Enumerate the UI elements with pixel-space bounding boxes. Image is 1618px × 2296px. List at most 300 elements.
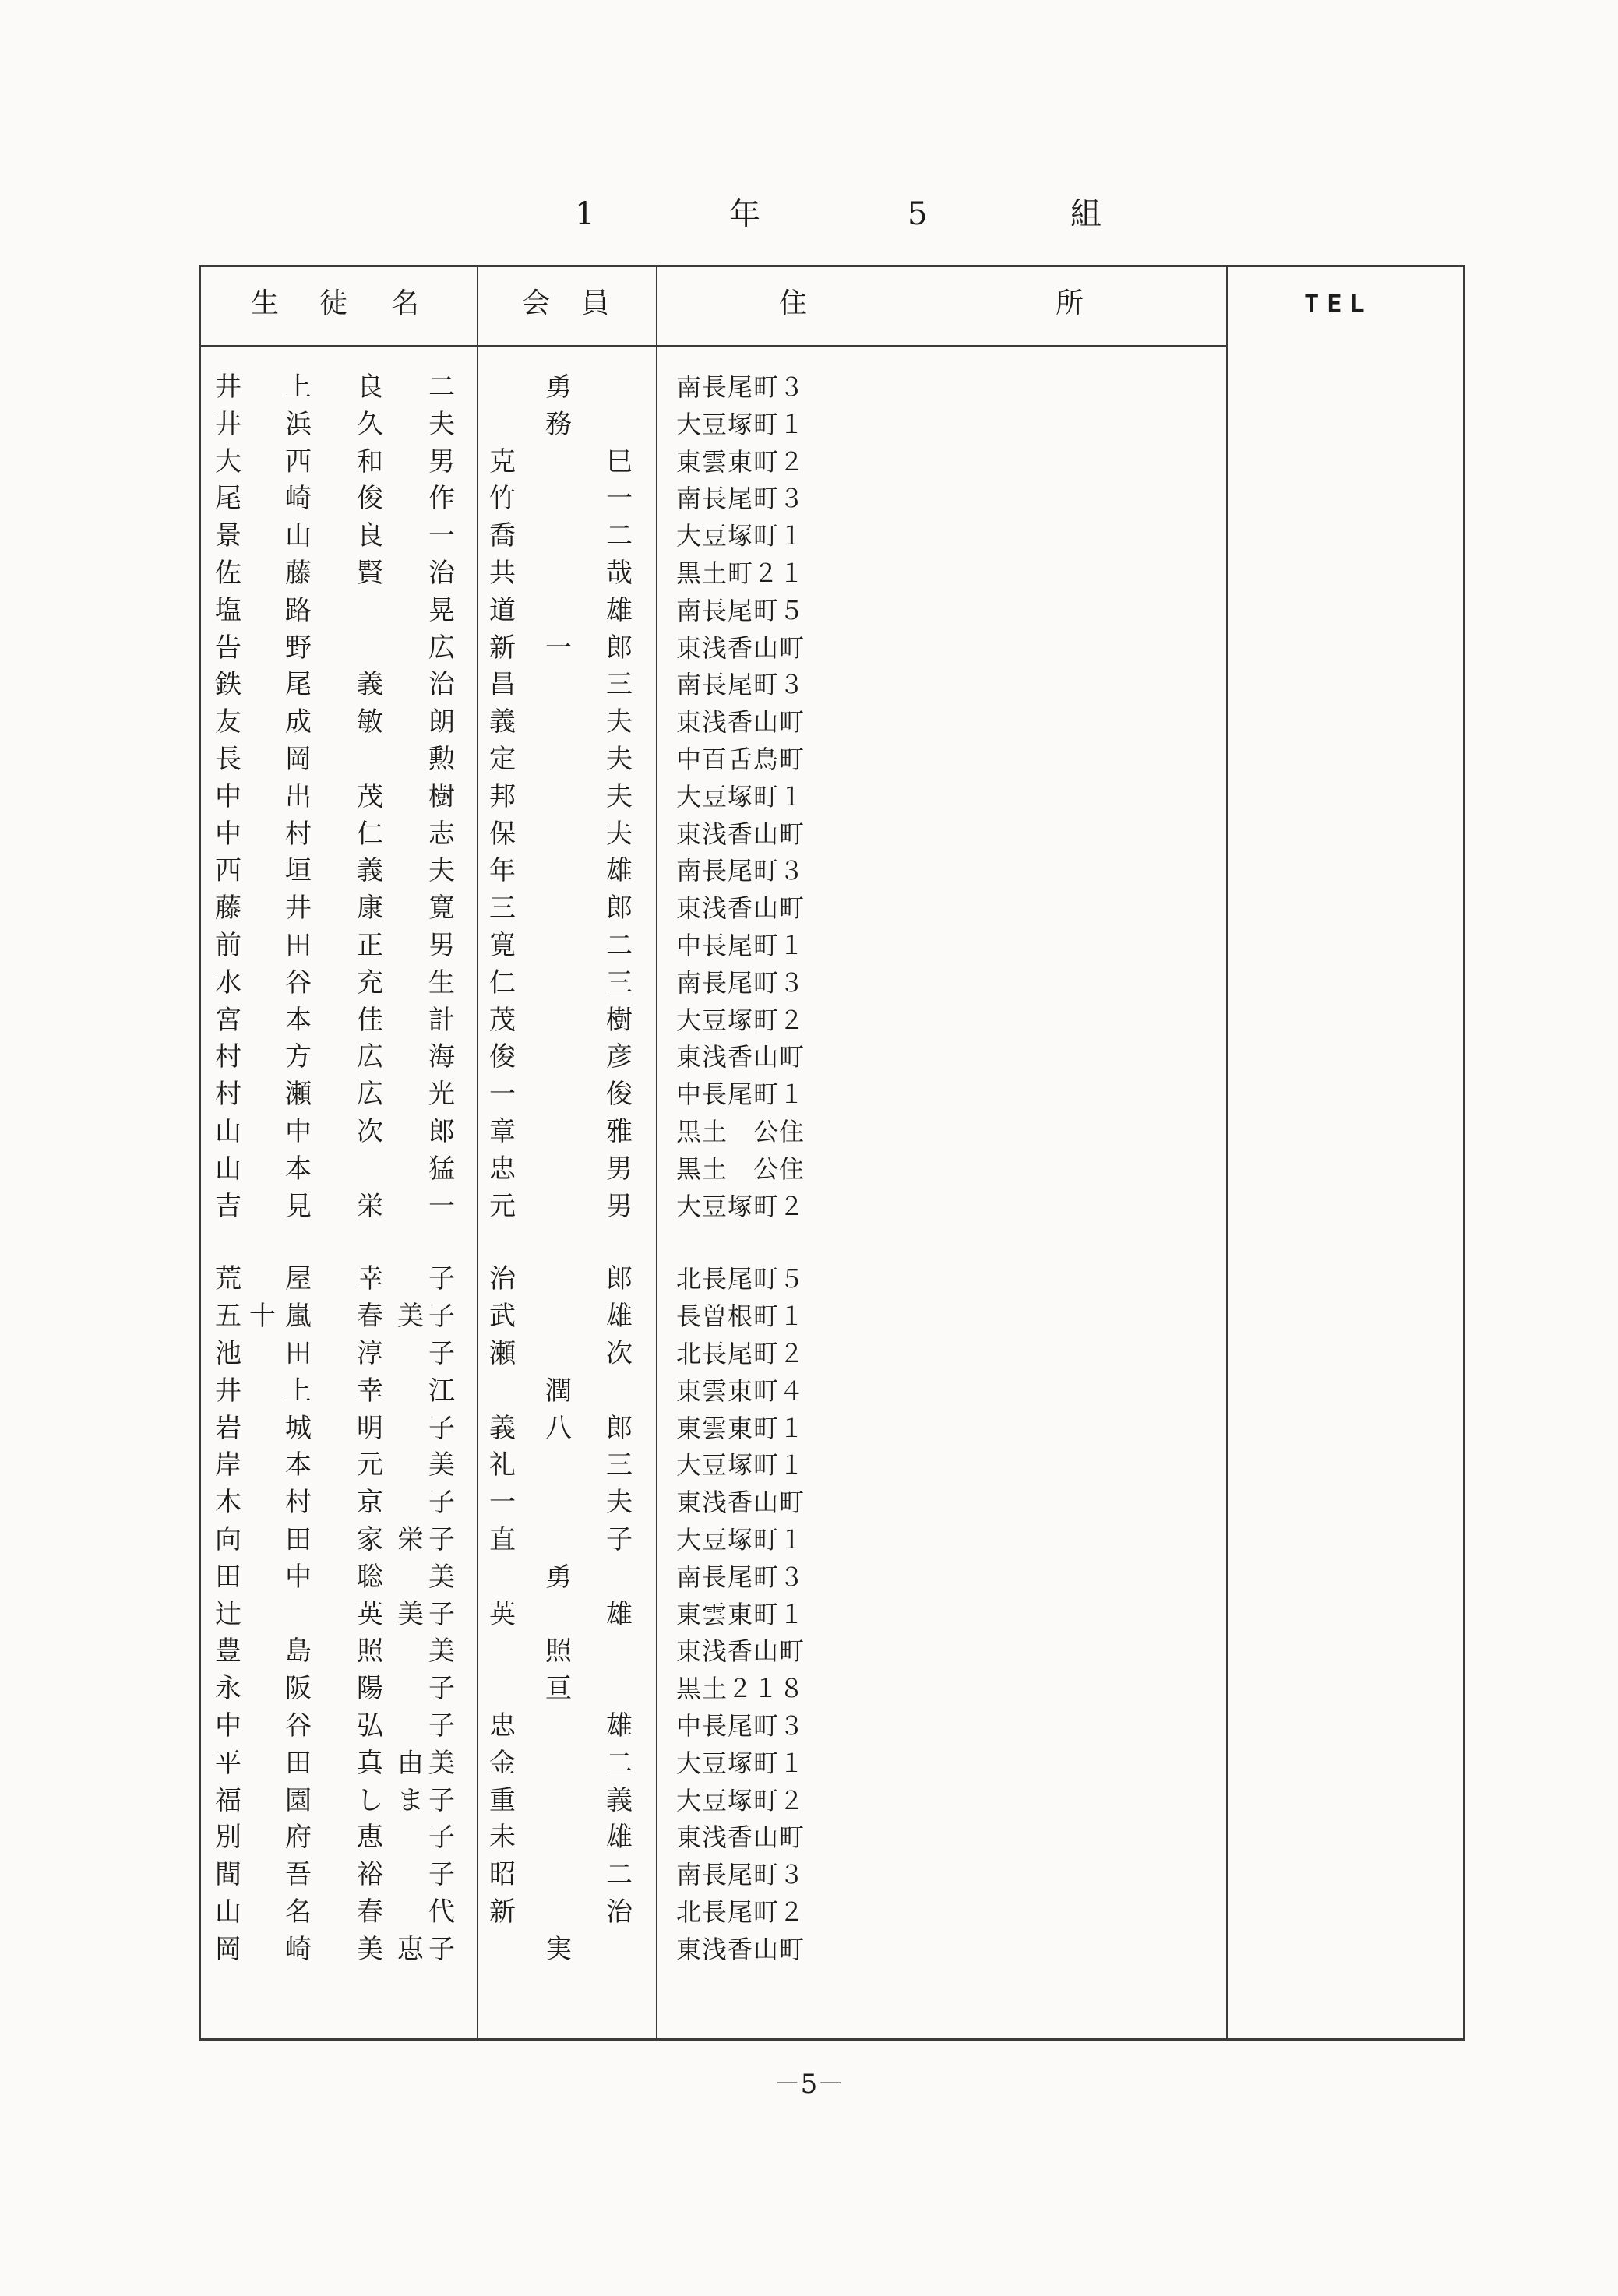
student-name-char: 広	[428, 632, 455, 664]
address-text: 大豆塚町２	[676, 1005, 805, 1035]
table-row	[201, 741, 1226, 778]
member-name-char: 直	[489, 1524, 516, 1555]
student-name-char: 宮	[215, 1004, 241, 1036]
table-row	[201, 1372, 1226, 1410]
table-row	[201, 1484, 1226, 1521]
member-name-char: 郎	[606, 632, 633, 664]
student-name-char: 見	[285, 1190, 312, 1222]
member-name-char: 義	[489, 1412, 516, 1444]
student-name-char: 田	[215, 1561, 241, 1593]
student-name-char: 良	[357, 520, 383, 552]
member-name-char: 共	[489, 558, 516, 589]
address-text: 中長尾町１	[676, 1079, 805, 1110]
member-name-char: 夫	[606, 744, 633, 775]
table-row	[201, 406, 1226, 443]
address-text: 東浅香山町	[676, 1822, 805, 1853]
member-name-char: 未	[489, 1822, 516, 1854]
student-name-char: 出	[285, 780, 312, 812]
student-name-char: 美	[397, 1301, 424, 1333]
member-name-char: 男	[606, 1153, 633, 1185]
table-row	[201, 1002, 1226, 1039]
student-name-char: 子	[428, 1859, 455, 1891]
student-name-char: 春	[357, 1301, 383, 1333]
address-text: 中長尾町３	[676, 1711, 805, 1741]
student-name-char: 茂	[357, 780, 383, 812]
member-name-char: 忠	[489, 1710, 516, 1741]
student-name-char: 子	[428, 1301, 455, 1333]
student-name-char: 島	[285, 1636, 312, 1667]
student-name-char: 美	[428, 1747, 455, 1779]
page-title	[0, 191, 1618, 238]
student-name-char: 春	[357, 1896, 383, 1928]
address-text: 北長尾町２	[676, 1339, 805, 1368]
address-text: 東浅香山町	[676, 819, 805, 849]
table-row	[201, 1335, 1226, 1372]
student-name-char: 夫	[428, 408, 455, 440]
member-name-char: 一	[606, 483, 633, 515]
student-name-char: 二	[428, 372, 455, 403]
table-row	[201, 1188, 1226, 1225]
title-kumi: 組	[1070, 196, 1102, 232]
member-name-char: 寛	[489, 930, 516, 961]
student-name-char: 木	[215, 1487, 241, 1519]
student-name-char: 藤	[215, 893, 241, 924]
student-name-char: 藤	[285, 558, 312, 589]
student-name-char: 子	[428, 1784, 455, 1816]
student-name-char: 作	[428, 483, 455, 515]
member-name-char: 子	[606, 1524, 633, 1555]
student-name-char: 明	[357, 1412, 383, 1444]
student-name-char: 男	[428, 930, 455, 961]
table-row	[201, 1632, 1226, 1670]
member-name-char: 年	[489, 855, 516, 887]
student-name-char: 家	[357, 1524, 383, 1555]
member-name-char: 巳	[606, 445, 633, 477]
student-name-char: 栄	[397, 1524, 424, 1555]
page-number: －5－	[774, 2069, 844, 2100]
student-name-char: 水	[215, 967, 241, 998]
member-name-char: 勇	[545, 1561, 572, 1593]
table-row	[201, 964, 1226, 1002]
student-name-char: 尾	[215, 483, 241, 515]
student-name-char: 恵	[357, 1822, 383, 1854]
student-name-char: 豊	[215, 1636, 241, 1667]
member-name-char: 雄	[606, 1598, 633, 1630]
student-name-char: 広	[357, 1079, 383, 1111]
student-name-char: 次	[357, 1116, 383, 1147]
table-row	[201, 1038, 1226, 1076]
member-name-char: 邦	[489, 780, 516, 812]
student-name-char: 岡	[215, 1933, 241, 1965]
student-name-char: 五	[215, 1301, 241, 1333]
address-text: 南長尾町３	[676, 484, 805, 514]
student-name-char: 岩	[215, 1412, 241, 1444]
student-name-char: 谷	[285, 1710, 312, 1741]
student-name-char: 別	[215, 1822, 241, 1854]
member-name-char: 一	[489, 1487, 516, 1519]
student-name-char: 恵	[397, 1933, 424, 1965]
member-name-char: 夫	[606, 1487, 633, 1519]
student-name-char: 田	[285, 930, 312, 961]
student-name-char: 元	[357, 1449, 383, 1481]
member-name-char: 一	[489, 1079, 516, 1111]
table-row	[201, 517, 1226, 555]
table-row	[201, 1596, 1226, 1633]
member-name-char: 三	[606, 669, 633, 701]
student-name-char: 子	[428, 1524, 455, 1555]
address-text: 長曽根町１	[676, 1301, 805, 1332]
student-name-char: 十	[249, 1301, 276, 1333]
member-name-char: 二	[606, 1859, 633, 1891]
student-name-char: ま	[397, 1784, 424, 1816]
table-row	[201, 1446, 1226, 1484]
address-text: 東雲東町４	[676, 1375, 805, 1406]
table-row	[201, 1931, 1226, 1968]
member-name-char: 郎	[606, 893, 633, 924]
member-name-char: 元	[489, 1190, 516, 1222]
member-name-char: 礼	[489, 1449, 516, 1481]
address-text: 東浅香山町	[676, 632, 805, 663]
student-name-char: 垣	[285, 855, 312, 887]
student-name-char: 広	[357, 1041, 383, 1073]
student-name-char: 井	[215, 372, 241, 403]
address-text: 東浅香山町	[676, 707, 805, 738]
student-name-char: 代	[428, 1896, 455, 1928]
student-name-char: 裕	[357, 1859, 383, 1891]
member-name-char: 保	[489, 818, 516, 850]
member-name-char: 八	[545, 1412, 572, 1444]
student-name-char: 池	[215, 1338, 241, 1369]
table-row	[201, 1150, 1226, 1188]
member-name-char: 新	[489, 632, 516, 664]
student-name-char: 美	[357, 1933, 383, 1965]
student-name-char: 井	[285, 893, 312, 924]
student-name-char: 崎	[285, 483, 312, 515]
student-name-char: 吾	[285, 1859, 312, 1891]
address-text: 黒土 公住	[676, 1153, 805, 1184]
student-name-char: 田	[285, 1747, 312, 1779]
student-name-char: 山	[215, 1896, 241, 1928]
member-name-char: 英	[489, 1598, 516, 1630]
student-name-char: 屋	[285, 1263, 312, 1295]
student-name-char: 岡	[285, 744, 312, 775]
address-text: 大豆塚町１	[676, 1450, 805, 1481]
member-name-char: 雄	[606, 855, 633, 887]
student-name-char: 和	[357, 445, 383, 477]
member-name-char: 郎	[606, 1263, 633, 1295]
table-row	[201, 1893, 1226, 1931]
title-class: 5	[908, 196, 928, 232]
member-name-char: 哉	[606, 558, 633, 589]
student-name-char: 佐	[215, 558, 241, 589]
member-name-char: 茂	[489, 1004, 516, 1036]
member-name-char: 務	[545, 408, 572, 440]
member-name-char: 喬	[489, 520, 516, 552]
member-name-char: 昭	[489, 1859, 516, 1891]
student-name-char: 治	[428, 558, 455, 589]
student-name-char: 友	[215, 706, 241, 738]
member-name-char: 照	[545, 1636, 572, 1667]
student-name-char: 京	[357, 1487, 383, 1519]
student-name-char: 西	[215, 855, 241, 887]
member-name-char: 竹	[489, 483, 516, 515]
student-name-char: 瀬	[285, 1079, 312, 1111]
address-text: 東浅香山町	[676, 1934, 805, 1964]
student-name-char: 充	[357, 967, 383, 998]
student-name-char: 幸	[357, 1263, 383, 1295]
student-name-char: 前	[215, 930, 241, 961]
table-row	[201, 1782, 1226, 1819]
student-name-char: 晃	[428, 594, 455, 626]
address-text: 中長尾町１	[676, 931, 805, 960]
student-name-char: 仁	[357, 818, 383, 850]
member-name-char: 三	[606, 967, 633, 998]
member-name-char: 三	[489, 893, 516, 924]
student-name-char: 岸	[215, 1449, 241, 1481]
student-name-char: 弘	[357, 1710, 383, 1741]
member-name-char: 重	[489, 1784, 516, 1816]
table-row	[201, 1558, 1226, 1596]
address-text: 東浅香山町	[676, 1636, 805, 1667]
student-name-char: 子	[428, 1598, 455, 1630]
student-name-char: 福	[215, 1784, 241, 1816]
student-name-char: 子	[428, 1673, 455, 1705]
student-name-char: 中	[215, 1710, 241, 1741]
member-name-char: 俊	[606, 1079, 633, 1111]
student-name-char: 郎	[428, 1116, 455, 1147]
student-name-char: 良	[357, 372, 383, 403]
member-name-char: 郎	[606, 1412, 633, 1444]
student-name-char: 子	[428, 1487, 455, 1519]
column-divider	[1226, 267, 1228, 2038]
title-grade: 1	[575, 196, 595, 232]
member-name-char: 三	[606, 1449, 633, 1481]
address-text: 南長尾町３	[676, 856, 805, 886]
member-name-char: 夫	[606, 706, 633, 738]
student-name-char: 西	[285, 445, 312, 477]
student-name-char: 景	[215, 520, 241, 552]
student-name-char: 村	[285, 1487, 312, 1519]
member-name-char: 二	[606, 930, 633, 961]
student-name-char: 大	[215, 445, 241, 477]
student-name-char: 海	[428, 1041, 455, 1073]
student-name-char: 鉄	[215, 669, 241, 701]
student-name-char: 夫	[428, 855, 455, 887]
student-name-char: 村	[285, 818, 312, 850]
address-text: 黒土２１８	[676, 1674, 805, 1704]
address-text: 東雲東町１	[676, 1599, 805, 1629]
student-name-char: 賢	[357, 558, 383, 589]
student-name-char: 向	[215, 1524, 241, 1555]
student-name-char: し	[357, 1784, 383, 1816]
member-name-char: 潤	[545, 1375, 572, 1407]
table-row	[201, 1707, 1226, 1745]
student-name-char: 正	[357, 930, 383, 961]
address-text: 大豆塚町２	[676, 1785, 805, 1815]
student-name-char: 義	[357, 855, 383, 887]
address-text: 大豆塚町１	[676, 521, 805, 551]
student-name-char: 谷	[285, 967, 312, 998]
table-row	[201, 592, 1226, 629]
student-name-char: 園	[285, 1784, 312, 1816]
table-row	[201, 1260, 1226, 1298]
member-name-char: 金	[489, 1747, 516, 1779]
table-row	[201, 1670, 1226, 1707]
student-name-char: 由	[397, 1747, 424, 1779]
student-name-char: 阪	[285, 1673, 312, 1705]
student-name-char: 上	[285, 372, 312, 403]
table-row	[201, 1521, 1226, 1558]
member-name-char: 亘	[545, 1673, 572, 1705]
table-row	[201, 480, 1226, 517]
student-name-char: 長	[215, 744, 241, 775]
table-row	[201, 1410, 1226, 1447]
student-name-char: 吉	[215, 1190, 241, 1222]
student-name-char: 一	[428, 1190, 455, 1222]
member-name-char: 一	[545, 632, 572, 664]
member-name-char: 男	[606, 1190, 633, 1222]
address-text: 南長尾町３	[676, 1860, 805, 1890]
member-name-char: 治	[489, 1263, 516, 1295]
student-name-char: 子	[428, 1710, 455, 1741]
table-row	[201, 889, 1226, 927]
student-name-char: 幸	[357, 1375, 383, 1407]
student-name-char: 俊	[357, 483, 383, 515]
student-name-char: 嵐	[285, 1301, 312, 1333]
table-row	[201, 778, 1226, 815]
student-name-char: 勲	[428, 744, 455, 775]
student-name-char: 美	[428, 1561, 455, 1593]
student-name-char: 寛	[428, 893, 455, 924]
student-name-char: 路	[285, 594, 312, 626]
student-name-char: 成	[285, 706, 312, 738]
member-name-char: 武	[489, 1301, 516, 1333]
student-name-char: 山	[285, 520, 312, 552]
student-name-char: 淳	[357, 1338, 383, 1369]
student-name-char: 照	[357, 1636, 383, 1667]
member-name-char: 雄	[606, 1822, 633, 1854]
student-name-char: 荒	[215, 1263, 241, 1295]
table-row	[201, 629, 1226, 667]
student-name-char: 中	[285, 1561, 312, 1593]
address-text: 南長尾町３	[676, 967, 805, 998]
address-text: 東雲東町１	[676, 1413, 805, 1443]
student-name-char: 聡	[357, 1561, 383, 1593]
header-rule	[201, 345, 1226, 347]
student-name-char: 間	[215, 1859, 241, 1891]
title-nen: 年	[729, 196, 760, 232]
student-name-char: 子	[428, 1933, 455, 1965]
student-name-char: 男	[428, 445, 455, 477]
student-name-char: 尾	[285, 669, 312, 701]
member-name-char: 仁	[489, 967, 516, 998]
student-name-char: 城	[285, 1412, 312, 1444]
student-name-char: 子	[428, 1263, 455, 1295]
student-name-char: 平	[215, 1747, 241, 1779]
member-name-char: 次	[606, 1338, 633, 1369]
member-name-char: 定	[489, 744, 516, 775]
student-name-char: 方	[285, 1041, 312, 1073]
student-name-char: 上	[285, 1375, 312, 1407]
address-text: 北長尾町２	[676, 1897, 805, 1927]
student-name-char: 村	[215, 1041, 241, 1073]
address-text: 南長尾町３	[676, 670, 805, 700]
student-name-char: 井	[215, 1375, 241, 1407]
address-text: 大豆塚町１	[676, 1525, 805, 1555]
address-text: 南長尾町５	[676, 595, 805, 625]
student-name-char: 本	[285, 1449, 312, 1481]
table-row	[201, 703, 1226, 741]
address-text: 東雲東町２	[676, 446, 805, 477]
student-name-char: 子	[428, 1412, 455, 1444]
student-name-char: 江	[428, 1375, 455, 1407]
student-name-char: 府	[285, 1822, 312, 1854]
student-name-char: 陽	[357, 1673, 383, 1705]
table-row	[201, 368, 1226, 406]
member-name-char: 二	[606, 1747, 633, 1779]
member-name-char: 義	[606, 1784, 633, 1816]
member-name-char: 雄	[606, 594, 633, 626]
table-row	[201, 1113, 1226, 1150]
student-name-char: 塩	[215, 594, 241, 626]
member-name-char: 彦	[606, 1041, 633, 1073]
member-name-char: 俊	[489, 1041, 516, 1073]
address-text: 東浅香山町	[676, 893, 805, 924]
student-name-char: 浜	[285, 408, 312, 440]
table-row	[201, 1856, 1226, 1893]
table-row	[201, 1076, 1226, 1113]
student-name-char: 美	[428, 1449, 455, 1481]
member-name-char: 雄	[606, 1301, 633, 1333]
member-name-char: 勇	[545, 372, 572, 403]
member-name-char: 義	[489, 706, 516, 738]
student-name-char: 栄	[357, 1190, 383, 1222]
student-name-char: 猛	[428, 1153, 455, 1185]
student-name-char: 樹	[428, 780, 455, 812]
address-text: 大豆塚町１	[676, 781, 805, 812]
student-name-char: 義	[357, 669, 383, 701]
student-name-char: 真	[357, 1747, 383, 1779]
student-name-char: 中	[215, 818, 241, 850]
member-name-char: 二	[606, 520, 633, 552]
student-name-char: 崎	[285, 1933, 312, 1965]
student-name-char: 辻	[215, 1598, 241, 1630]
student-name-char: 美	[397, 1598, 424, 1630]
student-name-char: 子	[428, 1338, 455, 1369]
member-name-char: 章	[489, 1116, 516, 1147]
table-row	[201, 1745, 1226, 1782]
student-name-char: 志	[428, 818, 455, 850]
roster-table: 生 徒 名 会 員 住 所 TEL 井 上 良 二 勇 南長尾町３ 井 浜 久 夫 務 大豆塚町１ 大 西 和 男 克 巳 東雲東町２ 尾 崎 俊 作 竹 一 南長尾町３ 景 山 良 一 喬 二 大豆塚町１ 佐 藤 賢 治 共 哉 黒土町２１ 塩 路 晃 道 雄 南長尾町５ 告 野 広 新 一 郎 東浅香山町 鉄 尾 義 治 昌 三 南長尾町３ 友 成 敏 朗 義 夫 東浅香山町 長 岡 勲 定 夫 中百舌鳥町 中 出 茂 樹 邦 夫 大豆塚町１ 中 村 仁 志 保 夫 東浅香山町 西 垣 義 夫 年 雄 南長尾町３ 藤 井 康 寛 三 郎 東浅香山町 前 田 正 男 寛 二 中長尾町１ 水 谷 充 生 仁 三 南長尾町３ 宮 本 佳 計 茂 樹 大豆塚町２ 村 方 広 海 俊 彦 東浅香山町 村 瀬 広 光 一 俊 中長尾町１ 山 中 次 郎 章 雅 黒土 公住 山 本 猛 忠 男 黒土 公住 吉 見 栄 一 元 男 大豆塚町２ 荒 屋 幸 子 治 郎 北長尾町５ 五 十 嵐 春 美 子 武 雄 長曽根町１ 池 田 淳 子 瀬 次 北長尾町２ 井 上 幸 江 潤 東雲東町４ 岩 城 明 子 義 八 郎 東雲東町１ 岸 本 元 美 礼 三 大豆塚町１ 木 村 京 子 一 夫 東浅香山町 向 田 家 栄 子 直 子 大豆塚町１ 田 中 聡 美 勇 南長尾町３ 辻 英 美 子 英 雄 東雲東町１ 豊 島 照 美 照 東浅香山町 永 阪 陽 子 亘 黒土２１８ 中 谷 弘 子 忠 雄 中長尾町３ 平 田 真 由 美 金 二 大豆塚町１ 福 園 し ま 子 重 義 大豆塚町２ 別 府 恵 子 未 雄 東浅香山町 間 吾 裕 子 昭 二 南長尾町３ 山 名 春 代 新 治 北長尾町２ 岡 崎 美 恵 子 実 東浅香山町	[199, 265, 1465, 2041]
student-name-char: 美	[428, 1636, 455, 1667]
student-name-char: 子	[428, 1822, 455, 1854]
student-name-char: 山	[215, 1116, 241, 1147]
member-name-char: 治	[606, 1896, 633, 1928]
student-name-char: 計	[428, 1004, 455, 1036]
member-name-char: 忠	[489, 1153, 516, 1185]
address-text: 中百舌鳥町	[676, 745, 805, 774]
table-row	[201, 443, 1226, 481]
member-name-char: 夫	[606, 818, 633, 850]
member-name-char: 雅	[606, 1116, 633, 1147]
member-name-char: 樹	[606, 1004, 633, 1036]
student-name-char: 佳	[357, 1004, 383, 1036]
student-name-char: 英	[357, 1598, 383, 1630]
member-name-char: 雄	[606, 1710, 633, 1741]
student-name-char: 一	[428, 520, 455, 552]
table-row	[201, 1298, 1226, 1335]
address-text: 南長尾町３	[676, 1562, 805, 1592]
